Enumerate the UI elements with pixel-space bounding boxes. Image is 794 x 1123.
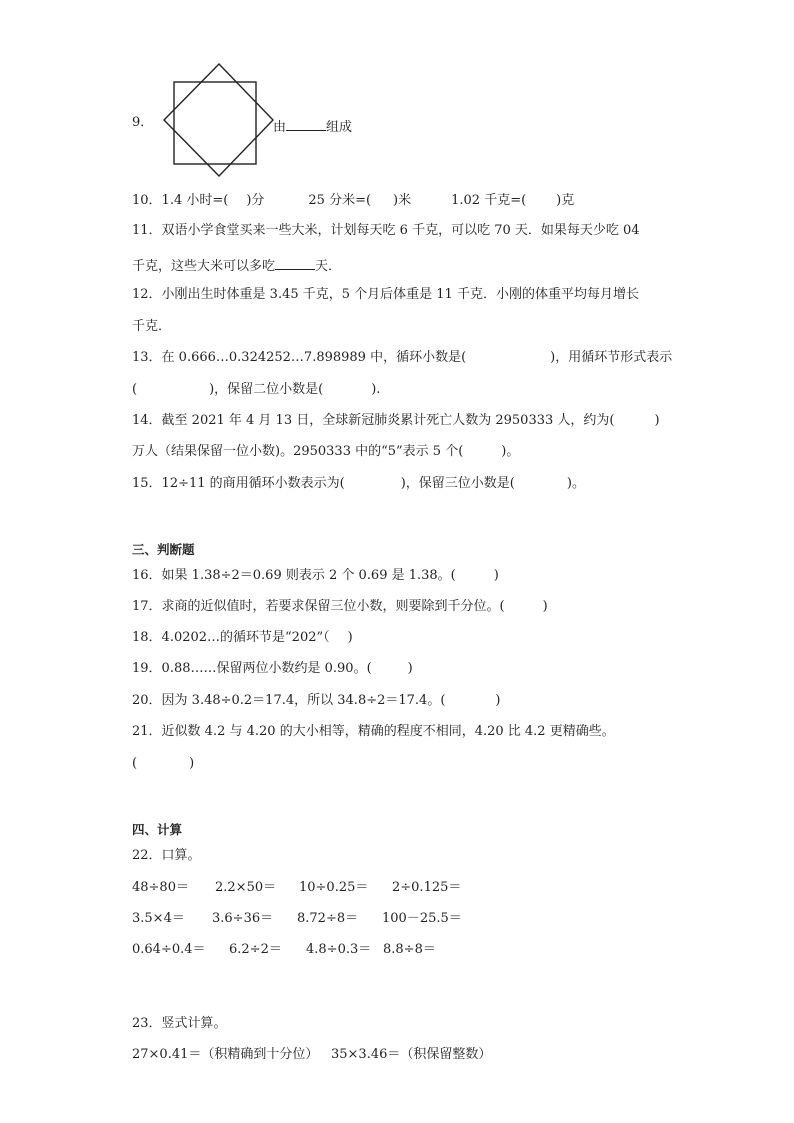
q14-line2 <box>132 444 519 460</box>
q10-part2-end: )米 <box>393 193 412 208</box>
q10-part1-start: 1.4 小时=( <box>161 193 229 208</box>
question-15 <box>132 476 585 492</box>
q23-item-1: 27×0.41＝（积精确到十分位） <box>132 1047 319 1062</box>
q10-part3-end: )克 <box>556 193 575 208</box>
q22-r1c0: 3.5×4＝ <box>132 911 185 926</box>
question-20 <box>132 693 500 709</box>
q11-line2-end: 天． <box>315 259 342 274</box>
q10-part3-start: 1.02 千克=( <box>451 193 527 208</box>
q22-r1c1: 3.6÷36＝ <box>212 911 274 926</box>
section-3-heading: 三、判断题 <box>132 542 195 557</box>
q14-line1-end: ) <box>654 413 660 428</box>
q9-answer-blank[interactable] <box>286 117 326 131</box>
q13-line1-start: 13．在 0.666…0.324252…7.898989 中，循环小数是( <box>132 350 467 365</box>
q22-r0c1: 2.2×50＝ <box>215 880 277 895</box>
question-19 <box>132 661 413 677</box>
q13-line1 <box>132 350 672 366</box>
q9-number: 9． <box>132 115 154 130</box>
q14-line1 <box>132 413 660 429</box>
q13-line2 <box>132 382 380 398</box>
q22-r2c3: 8.8÷8＝ <box>383 942 436 957</box>
q10-part2-start: 25 分米=( <box>308 193 372 208</box>
q21-line1: 21．近似数 4.2 与 4.20 的大小相等，精确的程度不相同，4.20 比 4.2 更精确些。 <box>132 724 615 739</box>
question-16 <box>132 568 499 584</box>
q15-start: 15．12÷11 的商用循环小数表示为( <box>132 476 345 491</box>
q14-line1-start: 14．截至 2021 年 4 月 13 日，全球新冠肺炎累计死亡人数为 2950333 人，约为( <box>132 413 615 428</box>
q16-close: ) <box>493 568 499 583</box>
q9-suffix: 组成 <box>326 120 353 135</box>
q13-line2-end: ). <box>371 382 381 397</box>
q19-close: ) <box>407 661 413 676</box>
q21-close: ) <box>189 756 195 771</box>
q9-prefix: 由 <box>273 120 287 135</box>
axis-aligned-square <box>174 82 256 164</box>
q10-part1-end: )分 <box>246 193 265 208</box>
q11-answer-blank[interactable] <box>275 256 315 270</box>
q9-text <box>273 117 352 136</box>
q11-line2-start: 千克，这些大米可以多吃 <box>132 259 276 274</box>
q22-r1c3: 100－25.5＝ <box>382 911 462 926</box>
question-17 <box>132 599 548 615</box>
q19-text: 19．0.88……保留两位小数约是 0.90。( <box>132 661 372 676</box>
q21-open: ( <box>132 756 138 771</box>
q12-line1: 12．小刚出生时体重是 3.45 千克，5 个月后体重是 11 千克．小刚的体重平均每月增长 <box>132 287 639 302</box>
q22-r2c0: 0.64÷0.4＝ <box>132 942 206 957</box>
q23-item-2: 35×3.46＝（积保留整数） <box>331 1047 492 1062</box>
q10-number: 10． <box>132 193 162 208</box>
section-4-heading: 四、计算 <box>132 822 183 837</box>
q20-close: ) <box>495 693 501 708</box>
q15-mid: )，保留三位小数是( <box>400 476 515 491</box>
q17-text: 17．求商的近似值时，若要求保留三位小数，则要除到千分位。( <box>132 599 505 614</box>
square-octagon-figure <box>160 62 275 180</box>
q14-line2-start: 万人（结果保留一位小数)。2950333 中的“5”表示 5 个( <box>132 444 464 459</box>
q11-line1: 11．双语小学食堂买来一些大米，计划每天吃 6 千克，可以吃 70 天．如果每天少吃 04 <box>132 223 640 238</box>
q15-end: )。 <box>566 476 585 491</box>
question-18 <box>132 630 353 646</box>
q22-title: 22．口算。 <box>132 848 201 863</box>
q18-close: ) <box>347 630 353 645</box>
q22-r0c2: 10÷0.25＝ <box>299 880 369 895</box>
q14-line2-end: )。 <box>501 444 520 459</box>
q22-r0c0: 48÷80＝ <box>132 880 189 895</box>
q22-r1c2: 8.72÷8＝ <box>297 911 359 926</box>
q22-r0c3: 2÷0.125＝ <box>392 880 462 895</box>
q11-line2 <box>132 256 341 275</box>
q13-line2-open: ( <box>132 382 138 397</box>
q13-line1-end: )，用循环节形式表示 <box>550 350 673 365</box>
question-10 <box>132 193 574 209</box>
q20-text: 20．因为 3.48÷0.2＝17.4，所以 34.8÷2＝17.4。( <box>132 693 446 708</box>
q12-line2: 千克． <box>132 319 172 334</box>
q18-text: 18．4.0202…的循环节是“202”（ <box>132 630 330 645</box>
q23-title: 23．竖式计算。 <box>132 1016 227 1031</box>
q22-r2c1: 6.2÷2＝ <box>229 942 282 957</box>
q22-r2c2: 4.8÷0.3＝ <box>306 942 372 957</box>
q13-line2-mid: )，保留二位小数是( <box>209 382 324 397</box>
q16-text: 16．如果 1.38÷2＝0.69 则表示 2 个 0.69 是 1.38。( <box>132 568 456 583</box>
q21-line2 <box>132 756 194 772</box>
q17-close: ) <box>542 599 548 614</box>
